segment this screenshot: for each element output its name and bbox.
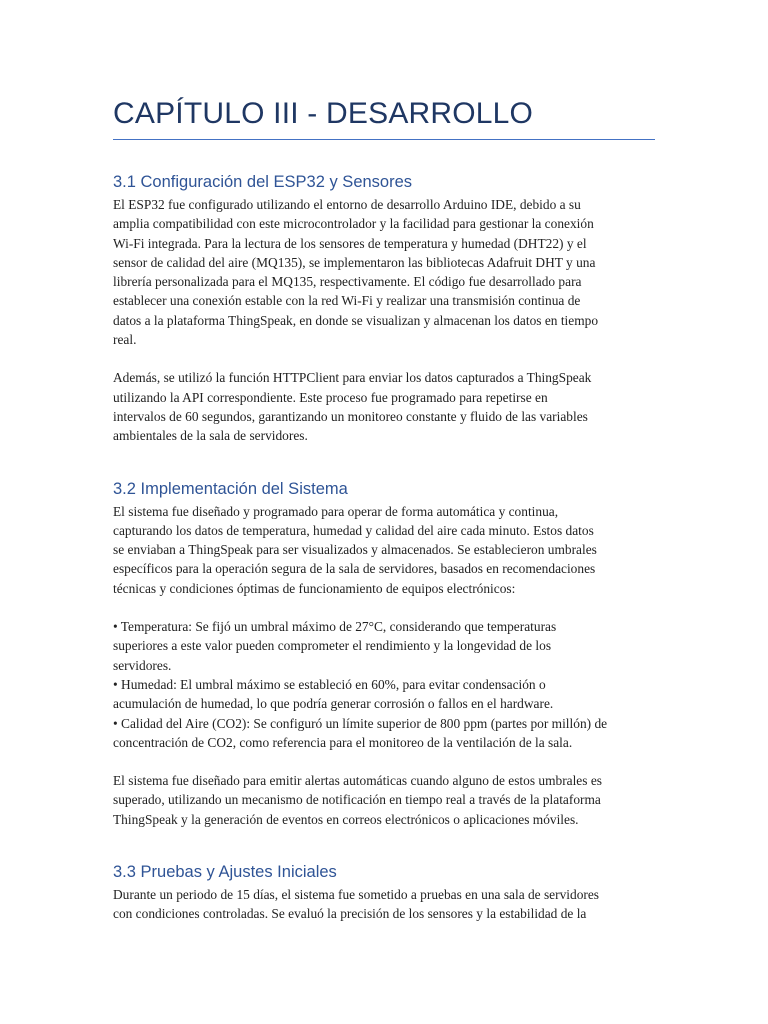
paragraph xyxy=(113,368,655,445)
paragraph xyxy=(113,502,655,598)
text-line: intervalos de 60 segundos, garantizando un monitoreo constante y fluido de las variables xyxy=(113,408,588,424)
list-item: • Calidad del Aire (CO2): Se configuró un límite superior de 800 ppm (partes por millón) de xyxy=(113,715,608,731)
text-line: superado, utilizando un mecanismo de notificación en tiempo real a través de la plataforma xyxy=(113,792,601,808)
text-line: técnicas y condiciones óptimas de funcionamiento de equipos electrónicos: xyxy=(113,580,516,596)
threshold-list xyxy=(113,617,655,752)
text-line: real. xyxy=(113,332,137,348)
section-heading: 3.1 Configuración del ESP32 y Sensores xyxy=(113,173,413,191)
text-line: ambientales de la sala de servidores. xyxy=(113,428,308,444)
text-line: acumulación de humedad, lo que podría generar corrosión o fallos en el hardware. xyxy=(113,696,554,712)
text-line: capturando los datos de temperatura, humedad y calidad del aire cada minuto. Estos datos xyxy=(113,522,594,538)
text-line: utilizando la API correspondiente. Este proceso fue programado para repetirse en xyxy=(113,389,548,405)
paragraph xyxy=(113,195,655,349)
document-content xyxy=(113,92,655,924)
text-line: El sistema fue diseñado para emitir alertas automáticas cuando alguno de estos umbrales es xyxy=(113,773,602,789)
section-3-1 xyxy=(113,171,655,446)
section-3-2 xyxy=(113,478,655,829)
text-line: se enviaban a ThingSpeak para ser visualizados y almacenados. Se establecieron umbrales xyxy=(113,542,597,558)
text-line: superiores a este valor pueden comprometer el rendimiento y la longevidad de los xyxy=(113,638,552,654)
text-line: El ESP32 fue configurado utilizando el entorno de desarrollo Arduino IDE, debido a su xyxy=(113,197,581,212)
text-line: amplia compatibilidad con este microcontrolador y la facilidad para gestionar la conexión xyxy=(113,216,594,232)
section-heading: 3.2 Implementación del Sistema xyxy=(113,479,348,498)
text-line: librería personalizada para el MQ135, respectivamente. El código fue desarrollado para xyxy=(113,274,582,290)
paragraph xyxy=(113,771,655,829)
text-line: Durante un periodo de 15 días, el sistema fue sometido a pruebas en una sala de servidores xyxy=(113,887,600,903)
list-item: • Humedad: El umbral máximo se estableció en 60%, para evitar condensación o xyxy=(113,676,546,692)
title-underline xyxy=(113,139,655,140)
text-line: Además, se utilizó la función HTTPClient para enviar los datos capturados a ThingSpeak xyxy=(113,370,592,386)
section-heading: 3.3 Pruebas y Ajustes Iniciales xyxy=(113,863,337,882)
text-line: establecer una conexión estable con la red Wi-Fi y realizar una transmisión continua de xyxy=(113,293,581,309)
chapter-title: CAPÍTULO III - DESARROLLO xyxy=(113,97,534,130)
section-3-3 xyxy=(113,861,655,924)
text-line: ThingSpeak y la generación de eventos en correos electrónicos o aplicaciones móviles. xyxy=(113,811,579,827)
text-line: con condiciones controladas. Se evaluó la precisión de los sensores y la estabilidad de la xyxy=(113,906,587,922)
text-line: El sistema fue diseñado y programado para operar de forma automática y continua, xyxy=(113,503,559,519)
text-line: concentración de CO2, como referencia para el monitoreo de la ventilación de la sala. xyxy=(113,734,573,750)
paragraph xyxy=(113,885,655,924)
text-line: datos a la plataforma ThingSpeak, en donde se visualizan y almacenan los datos en tiempo xyxy=(113,312,599,328)
text-line: específicos para la operación segura de la sala de servidores, basados en recomendaciones xyxy=(113,561,596,577)
text-line: servidores. xyxy=(113,657,172,673)
list-item: • Temperatura: Se fijó un umbral máximo de 27°C, considerando que temperaturas xyxy=(113,619,557,635)
text-line: Wi-Fi integrada. Para la lectura de los sensores de temperatura y humedad (DHT22) y el xyxy=(113,235,587,251)
text-line: sensor de calidad del aire (MQ135), se implementaron las bibliotecas Adafruit DHT y una xyxy=(113,254,596,270)
